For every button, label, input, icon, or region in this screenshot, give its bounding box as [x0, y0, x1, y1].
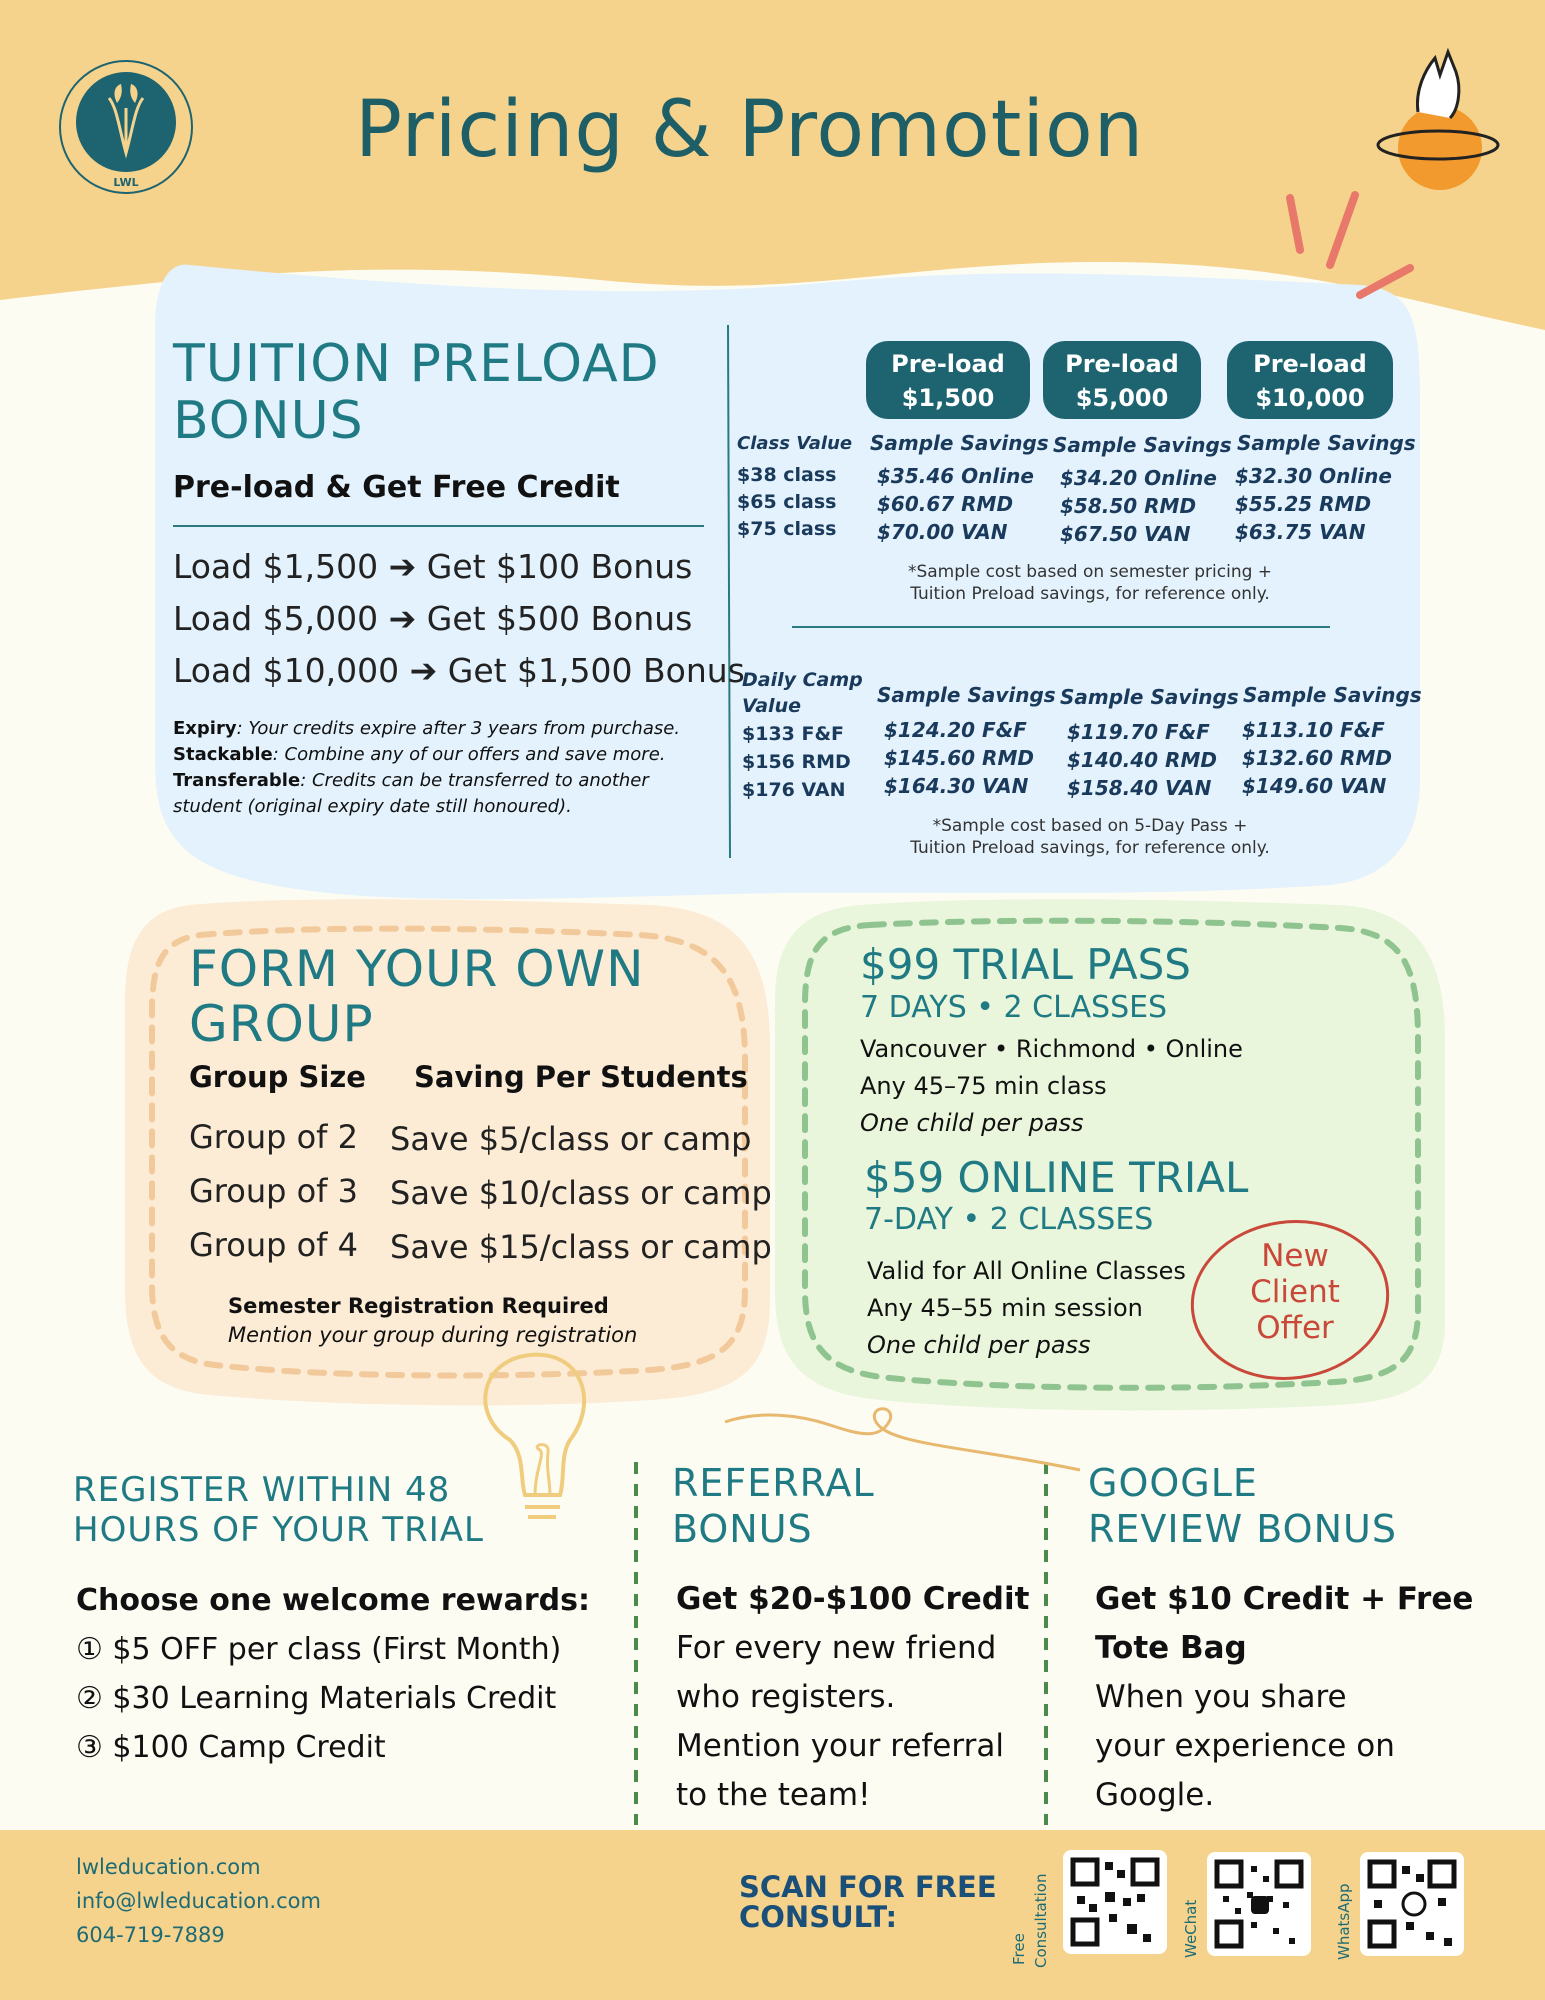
group-size: Group of 4: [189, 1226, 358, 1264]
savings-header: Sample Savings: [1243, 683, 1422, 707]
group-size: Group of 2: [189, 1118, 358, 1156]
referral-text: Get $20-$100 Credit For every new friend who registers. Mention your referral to the team!: [676, 1581, 1030, 1813]
preload-line: Load $5,000 ➔ Get $500 Bonus: [173, 599, 693, 638]
group-size: Group of 3: [189, 1172, 358, 1210]
group-col-size: Group Size: [189, 1060, 366, 1094]
class-value-header: Class Value: [737, 433, 853, 454]
preload-subtitle: Pre-load & Get Free Credit: [173, 470, 620, 505]
preload-line: Load $10,000 ➔ Get $1,500 Bonus: [173, 651, 745, 690]
online-trial-details: Valid for All Online Classes Any 45–55 min session One child per pass: [867, 1257, 1186, 1359]
page-title: Pricing & Promotion: [355, 85, 1145, 175]
logo: [57, 58, 195, 196]
camp-savings-col: $113.10 F&F $132.60 RMD $149.60 VAN: [1242, 718, 1392, 798]
preload-terms: Expiry: Your credits expire after 3 years from purchase. Stackable: Combine any of our offers and save more. Transferable: Credits can be transferred to another student (original expiry date still honoured).: [173, 718, 681, 817]
qr-label: WhatsApp: [1335, 1883, 1353, 1960]
group-col-saving: Saving Per Students: [414, 1060, 748, 1094]
class-savings-col: $32.30 Online $55.25 RMD $63.75 VAN: [1235, 464, 1392, 544]
group-save: Save $5/class or camp: [390, 1120, 752, 1158]
group-note-required: Semester Registration Required: [228, 1294, 609, 1318]
qr-code-consultation[interactable]: [1063, 1850, 1167, 1954]
preload-pill: Pre-load $1,500: [866, 341, 1030, 419]
qr-label: WeChat: [1182, 1899, 1200, 1958]
online-trial-title: $59 ONLINE TRIAL: [864, 1153, 1249, 1202]
qr-code-wechat[interactable]: [1207, 1852, 1311, 1956]
preload-pill: Pre-load $10,000: [1227, 341, 1393, 419]
referral-title: REFERRAL BONUS: [672, 1461, 875, 1551]
google-title: GOOGLE REVIEW BONUS: [1088, 1461, 1397, 1551]
savings-header: Sample Savings: [1060, 685, 1239, 709]
contact-info: [76, 1850, 321, 1952]
logo-text: LWL: [113, 176, 139, 189]
new-client-badge: New Client Offer: [1250, 1238, 1340, 1346]
camp-values: $133 F&F $156 RMD $176 VAN: [742, 723, 851, 801]
trial-pass-title: $99 TRIAL PASS: [860, 940, 1191, 989]
scan-cta: SCAN FOR FREE CONSULT:: [739, 1870, 997, 1934]
camp-note: *Sample cost based on 5-Day Pass + Tuition Preload savings, for reference only.: [910, 816, 1270, 858]
trial-pass-details: Vancouver • Richmond • Online Any 45–75 min class One child per pass: [860, 1035, 1243, 1137]
preload-line: Load $1,500 ➔ Get $100 Bonus: [173, 547, 693, 586]
preload-pill: Pre-load $5,000: [1043, 341, 1201, 419]
register-title: REGISTER WITHIN 48 HOURS OF YOUR TRIAL: [73, 1470, 484, 1550]
google-text: Get $10 Credit + Free Tote Bag When you share your experience on Google.: [1095, 1581, 1474, 1813]
qr-label: Consultation: [1032, 1873, 1050, 1968]
savings-header: Sample Savings: [870, 431, 1049, 455]
register-list: Choose one welcome rewards: ① $5 OFF per class (First Month) ② $30 Learning Materials Credit ③ $100 Camp Credit: [76, 1583, 591, 1765]
trial-pass-subtitle: 7 DAYS • 2 CLASSES: [860, 990, 1168, 1025]
online-trial-subtitle: 7-DAY • 2 CLASSES: [864, 1202, 1154, 1237]
group-save: Save $15/class or camp: [390, 1228, 772, 1266]
qr-label: Free: [1010, 1933, 1028, 1965]
preload-title: TUITION PRELOAD BONUS: [173, 334, 660, 452]
group-title: FORM YOUR OWN GROUP: [189, 940, 645, 1053]
preload-lines: [173, 541, 745, 697]
savings-header: Sample Savings: [1237, 431, 1416, 455]
class-savings-col: $34.20 Online $58.50 RMD $67.50 VAN: [1060, 466, 1217, 546]
savings-header: Sample Savings: [877, 683, 1056, 707]
group-note-mention: Mention your group during registration: [228, 1323, 638, 1347]
qr-code-whatsapp[interactable]: [1360, 1852, 1464, 1956]
phone-number[interactable]: 604-719-7889: [76, 1923, 225, 1947]
savings-header: Sample Savings: [1053, 433, 1232, 457]
camp-savings-col: $119.70 F&F $140.40 RMD $158.40 VAN: [1067, 720, 1217, 800]
camp-value-header: Daily Camp Value: [742, 669, 863, 717]
class-values: $38 class $65 class $75 class: [737, 464, 837, 540]
website-link[interactable]: lwleducation.com: [76, 1855, 261, 1879]
email-link[interactable]: info@lwleducation.com: [76, 1889, 321, 1913]
group-save: Save $10/class or camp: [390, 1174, 772, 1212]
camp-savings-col: $124.20 F&F $145.60 RMD $164.30 VAN: [884, 718, 1034, 798]
class-note: *Sample cost based on semester pricing + Tuition Preload savings, for reference only.: [907, 562, 1273, 604]
class-savings-col: $35.46 Online $60.67 RMD $70.00 VAN: [877, 464, 1034, 544]
